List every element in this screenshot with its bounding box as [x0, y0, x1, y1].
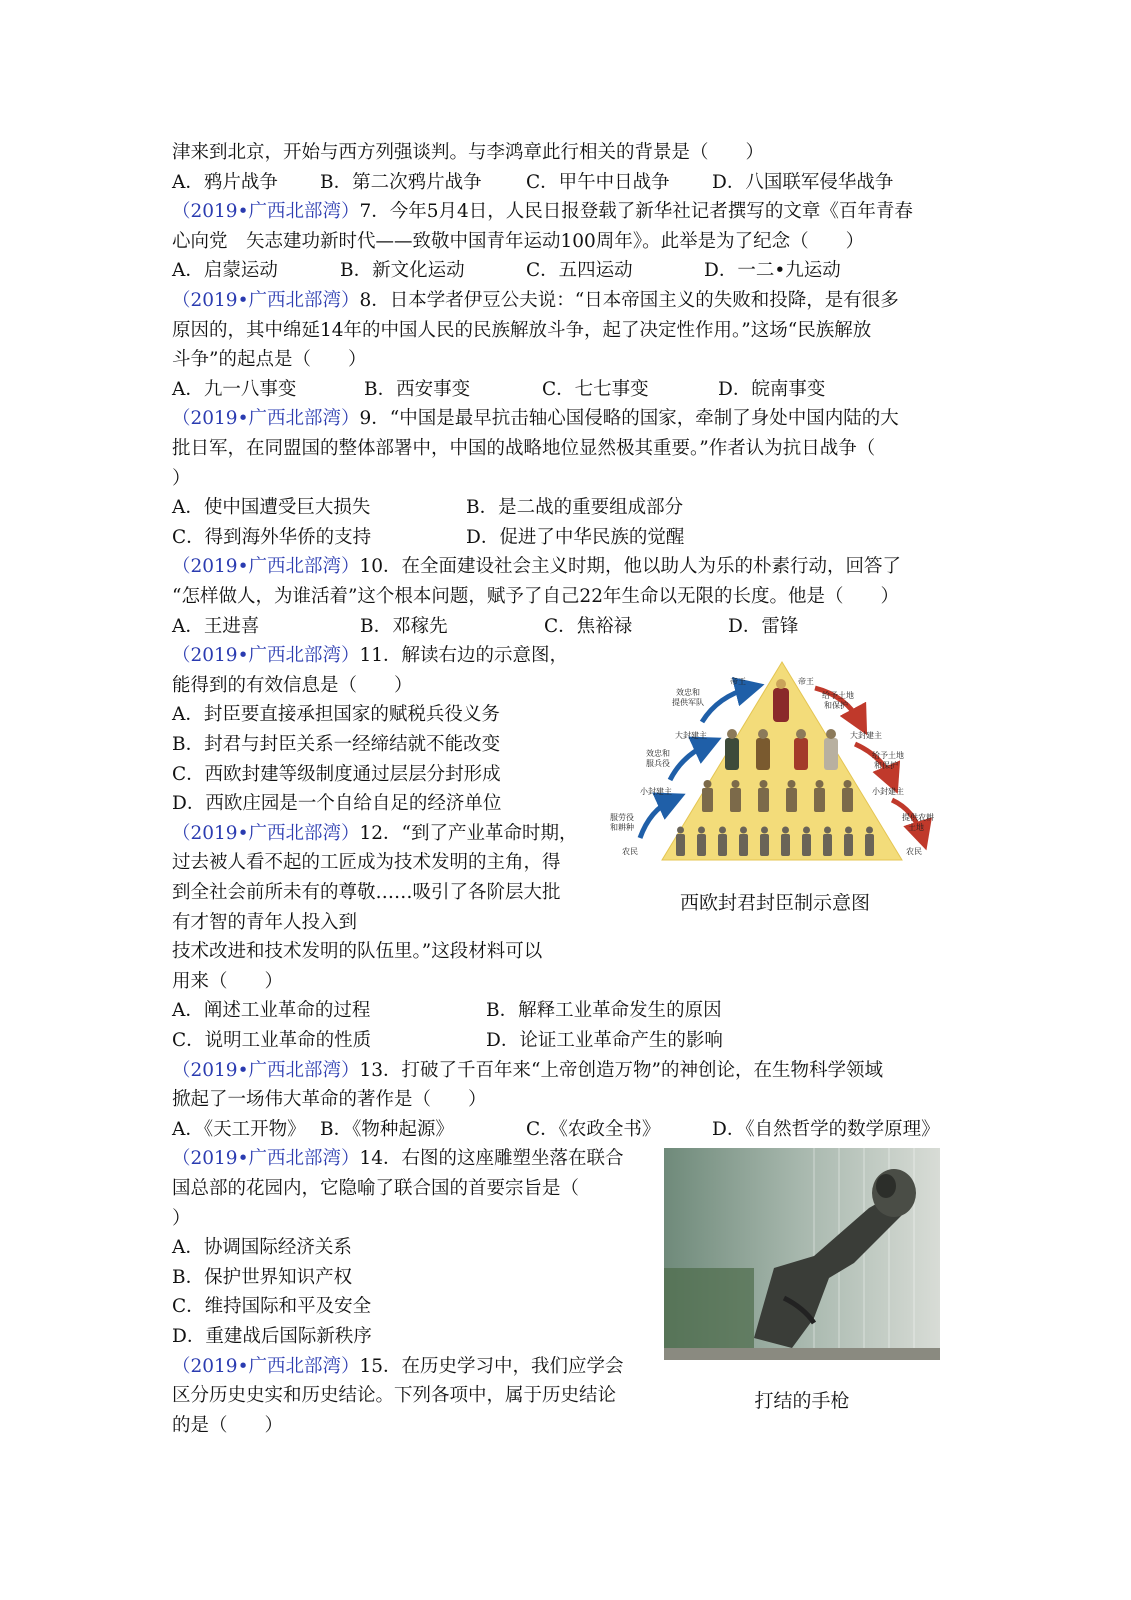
label-small-lord-right: 小封建主 [872, 787, 904, 796]
option-c: C．甲午中日战争 [526, 171, 670, 193]
text-line [172, 345, 366, 374]
question-source: （2019•广西北部湾） [172, 556, 360, 578]
option-a: A．《天工开物》 [172, 1118, 306, 1140]
option-b: B．《物种起源》 [320, 1118, 454, 1140]
option-b: B．新文化运动 [340, 260, 465, 282]
question-source: （2019•广西北部湾） [172, 645, 360, 667]
text-line [172, 789, 501, 818]
question-source: （2019•广西北部湾） [172, 408, 360, 430]
label-give-land-mid: 给予土地和保护 [872, 751, 904, 770]
peasant-figure [697, 834, 706, 856]
peasant-head [761, 827, 768, 834]
question-source: （2019•广西北部湾） [172, 1355, 360, 1377]
line-text: B．封君与封臣关系一经缔结就不能改变 [172, 734, 501, 755]
question-source: （2019•广西北部湾） [172, 822, 360, 844]
figure1-caption: 西欧封君封臣制示意图 [679, 892, 870, 914]
line-text: 15．在历史学习中，我们应学会 [359, 1355, 624, 1377]
peasant-figure [781, 834, 790, 856]
line-text: 12．“到了产业革命时期， [359, 822, 578, 844]
label-big-lord-left: 大封建主 [675, 731, 707, 740]
peasant-head [719, 827, 726, 834]
line-text: A．封臣要直接承担国家的赋税兵役义务 [172, 704, 500, 726]
option-b: B．解释工业革命发生的原因 [486, 1000, 722, 1022]
option-a: A．王进喜 [172, 615, 260, 637]
small-lord-head [788, 780, 796, 788]
small-lord-figure [814, 788, 825, 812]
small-lord-head [816, 780, 824, 788]
small-lord-head [844, 780, 852, 788]
line-text: 9．“中国是最早抗击轴心国侵略的国家，牵制了身处中国内陆的大 [359, 408, 899, 430]
peasant-figure [760, 834, 769, 856]
text-line [172, 671, 413, 700]
peasant-head [698, 827, 705, 834]
text-line [172, 878, 561, 907]
text-line [172, 760, 501, 789]
text-line [172, 700, 500, 729]
feudal-pyramid-diagram [610, 660, 955, 885]
line-text: 区分历史史实和历史结论。下列各项中，属于历史结论 [172, 1385, 617, 1407]
line-text: 14．右图的这座雕塑坐落在联合 [359, 1148, 624, 1170]
question-line [172, 819, 578, 848]
text-line [172, 1381, 616, 1410]
label-peasant-right: 农民 [906, 847, 922, 856]
small-lord-figure [702, 788, 713, 812]
question-line [172, 404, 899, 433]
line-text: 津来到北京，开始与西方列强谈判。与李鸿章此行相关的背景是（ ） [172, 142, 765, 163]
small-lord-figure [786, 788, 797, 812]
line-text: C．西欧封建等级制度通过层层分封形成 [172, 763, 501, 785]
peasant-head [803, 827, 810, 834]
line-text: 13．打破了千百年来“上帝创造万物”的神创论，在生物科学领域 [359, 1059, 883, 1081]
option-b: B．西安事变 [364, 378, 471, 400]
text-line [172, 1292, 371, 1321]
question-source: （2019•广西北部湾） [172, 290, 360, 311]
question-line [172, 641, 568, 670]
option-a: A．阐述工业革命的过程 [172, 1000, 371, 1022]
peasant-figure [802, 834, 811, 856]
line-text: 能得到的有效信息是（ ） [172, 674, 413, 696]
text-line [172, 434, 875, 463]
peasant-figure [718, 834, 727, 856]
peasant-head [824, 827, 831, 834]
option-b: D．论证工业革命产生的影响 [486, 1030, 723, 1051]
text-line [172, 1233, 352, 1262]
text-line [172, 967, 283, 996]
peasant-figure [844, 834, 853, 856]
knotted-gun-image [664, 1148, 940, 1360]
label-farm-land: 提供农耕土地 [902, 813, 934, 832]
small-lord-figure [842, 788, 853, 812]
line-text: 11．解读右边的示意图， [359, 645, 569, 667]
option-b: D．促进了中华民族的觉醒 [466, 526, 685, 548]
option-b: B．是二战的重要组成部分 [466, 497, 684, 519]
line-text: 用来（ ） [172, 970, 284, 992]
line-text: 10．在全面建设社会主义时期，他以助人为乐的朴素行动，回答了 [359, 556, 902, 578]
option-d: D．一二•九运动 [704, 260, 841, 282]
option-a: A．使中国遭受巨大损失 [172, 497, 371, 519]
line-text: D．重建战后国际新秩序 [172, 1326, 372, 1347]
question-source: （2019•广西北部湾） [172, 201, 360, 223]
line-text: D．西欧庄园是一个自给自足的经济单位 [172, 793, 502, 815]
line-text: ） [172, 1207, 191, 1229]
text-line [172, 1085, 487, 1114]
option-a: A．九一八事变 [172, 378, 297, 400]
option-d: D．《自然哲学的数学原理》 [712, 1118, 940, 1140]
small-lord-head [704, 780, 712, 788]
line-text: 7．今年5月4日，人民日报登载了新华社记者撰写的文章《百年青春 [359, 201, 913, 223]
line-text: 8．日本学者伊豆公夫说：“日本帝国主义的失败和投降，是有很多 [359, 290, 899, 311]
label-loyal-army: 效忠和提供军队 [672, 688, 704, 707]
option-c: C．焦裕禄 [544, 615, 633, 637]
peasant-figure [865, 834, 874, 856]
peasant-head [782, 827, 789, 834]
text-line [172, 908, 357, 937]
peasant-figure [823, 834, 832, 856]
text-line [172, 1411, 283, 1440]
label-king-left: 帝王 [730, 677, 746, 686]
label-small-lord-left: 小封建主 [640, 787, 672, 796]
text-line [172, 138, 764, 167]
option-a: C．说明工业革命的性质 [172, 1030, 372, 1051]
peasant-head [845, 827, 852, 834]
question-source: （2019•广西北部湾） [172, 1059, 360, 1081]
line-text: 过去被人看不起的工匠成为技术发明的主角，得 [172, 852, 561, 874]
line-text: 有才智的青年人投入到 [172, 911, 358, 933]
label-peasant-left: 农民 [622, 847, 638, 856]
question-line [172, 197, 913, 226]
line-text: 到全社会前所未有的尊敬……吸引了各阶层大批 [172, 882, 561, 903]
small-lord-head [732, 780, 740, 788]
line-text: B．保护世界知识产权 [172, 1266, 353, 1288]
line-text: C．维持国际和平及安全 [172, 1296, 372, 1318]
small-lord-head [760, 780, 768, 788]
text-line [172, 1263, 352, 1292]
line-text: 的是（ ） [172, 1414, 284, 1436]
label-loyal-service: 效忠和服兵役 [646, 749, 670, 768]
peasant-figure [739, 834, 748, 856]
option-a: A．鸦片战争 [172, 171, 278, 193]
text-line [172, 1322, 372, 1351]
label-big-lord-right: 大封建主 [850, 731, 882, 740]
line-text: “怎样做人，为谁活着”这个根本问题，赋予了自己22年生命以无限的长度。他是（ ） [172, 586, 899, 607]
peasant-head [677, 827, 684, 834]
option-a: A．启蒙运动 [172, 260, 278, 282]
option-c: C．《农政全书》 [526, 1118, 661, 1140]
option-d: D．雷锋 [728, 615, 799, 637]
line-text: 掀起了一场伟大革命的著作是（ ） [172, 1089, 487, 1111]
question-line [172, 1144, 624, 1173]
text-line [172, 730, 500, 759]
text-line [172, 582, 899, 611]
option-a: C．得到海外华侨的支持 [172, 526, 372, 548]
option-d: D．八国联军侵华战争 [712, 171, 894, 193]
text-line [172, 464, 191, 493]
option-d: D．皖南事变 [718, 378, 826, 400]
label-labor: 服劳役和耕种 [610, 813, 634, 832]
line-text: A．协调国际经济关系 [172, 1237, 352, 1259]
question-line [172, 1056, 883, 1085]
text-line [172, 937, 542, 966]
text-line [172, 227, 864, 256]
text-line [172, 1174, 579, 1203]
line-text: 斗争”的起点是（ ） [172, 349, 367, 371]
small-lord-figure [730, 788, 741, 812]
peasant-head [740, 827, 747, 834]
peasant-head [866, 827, 873, 834]
knotted-gun-photo [664, 1148, 940, 1360]
option-c: C．七七事变 [542, 378, 649, 400]
line-text: 心向党 矢志建功新时代——致敬中国青年运动100周年》。此举是为了纪念（ ） [172, 230, 865, 252]
line-text: 原因的，其中绵延14年的中国人民的民族解放斗争，起了决定性作用。”这场“民族解放 [172, 319, 872, 341]
option-b: B．邓稼先 [360, 615, 448, 637]
option-b: B．第二次鸦片战争 [320, 171, 482, 193]
text-line [172, 316, 871, 345]
label-king-right: 帝王 [798, 677, 814, 686]
question-source: （2019•广西北部湾） [172, 1148, 360, 1170]
line-text: 国总部的花园内，它隐喻了联合国的首要宗旨是（ [172, 1178, 580, 1199]
question-line [172, 552, 901, 581]
line-text: 技术改进和技术发明的队伍里。”这段材料可以 [172, 941, 543, 963]
question-line [172, 1352, 624, 1381]
option-c: C．五四运动 [526, 260, 633, 282]
feudal-pyramid-figure [610, 660, 955, 885]
question-line [172, 286, 899, 315]
peasant-figure [676, 834, 685, 856]
figure2-caption: 打结的手枪 [754, 1390, 850, 1412]
text-line [172, 1204, 191, 1233]
text-line [172, 848, 561, 877]
line-text: 批日军，在同盟国的整体部署中，中国的战略地位显然极其重要。”作者认为抗日战争（ [172, 438, 876, 459]
line-text: ） [172, 467, 191, 489]
label-give-land-top: 给予土地和保护 [822, 691, 854, 710]
small-lord-figure [758, 788, 769, 812]
